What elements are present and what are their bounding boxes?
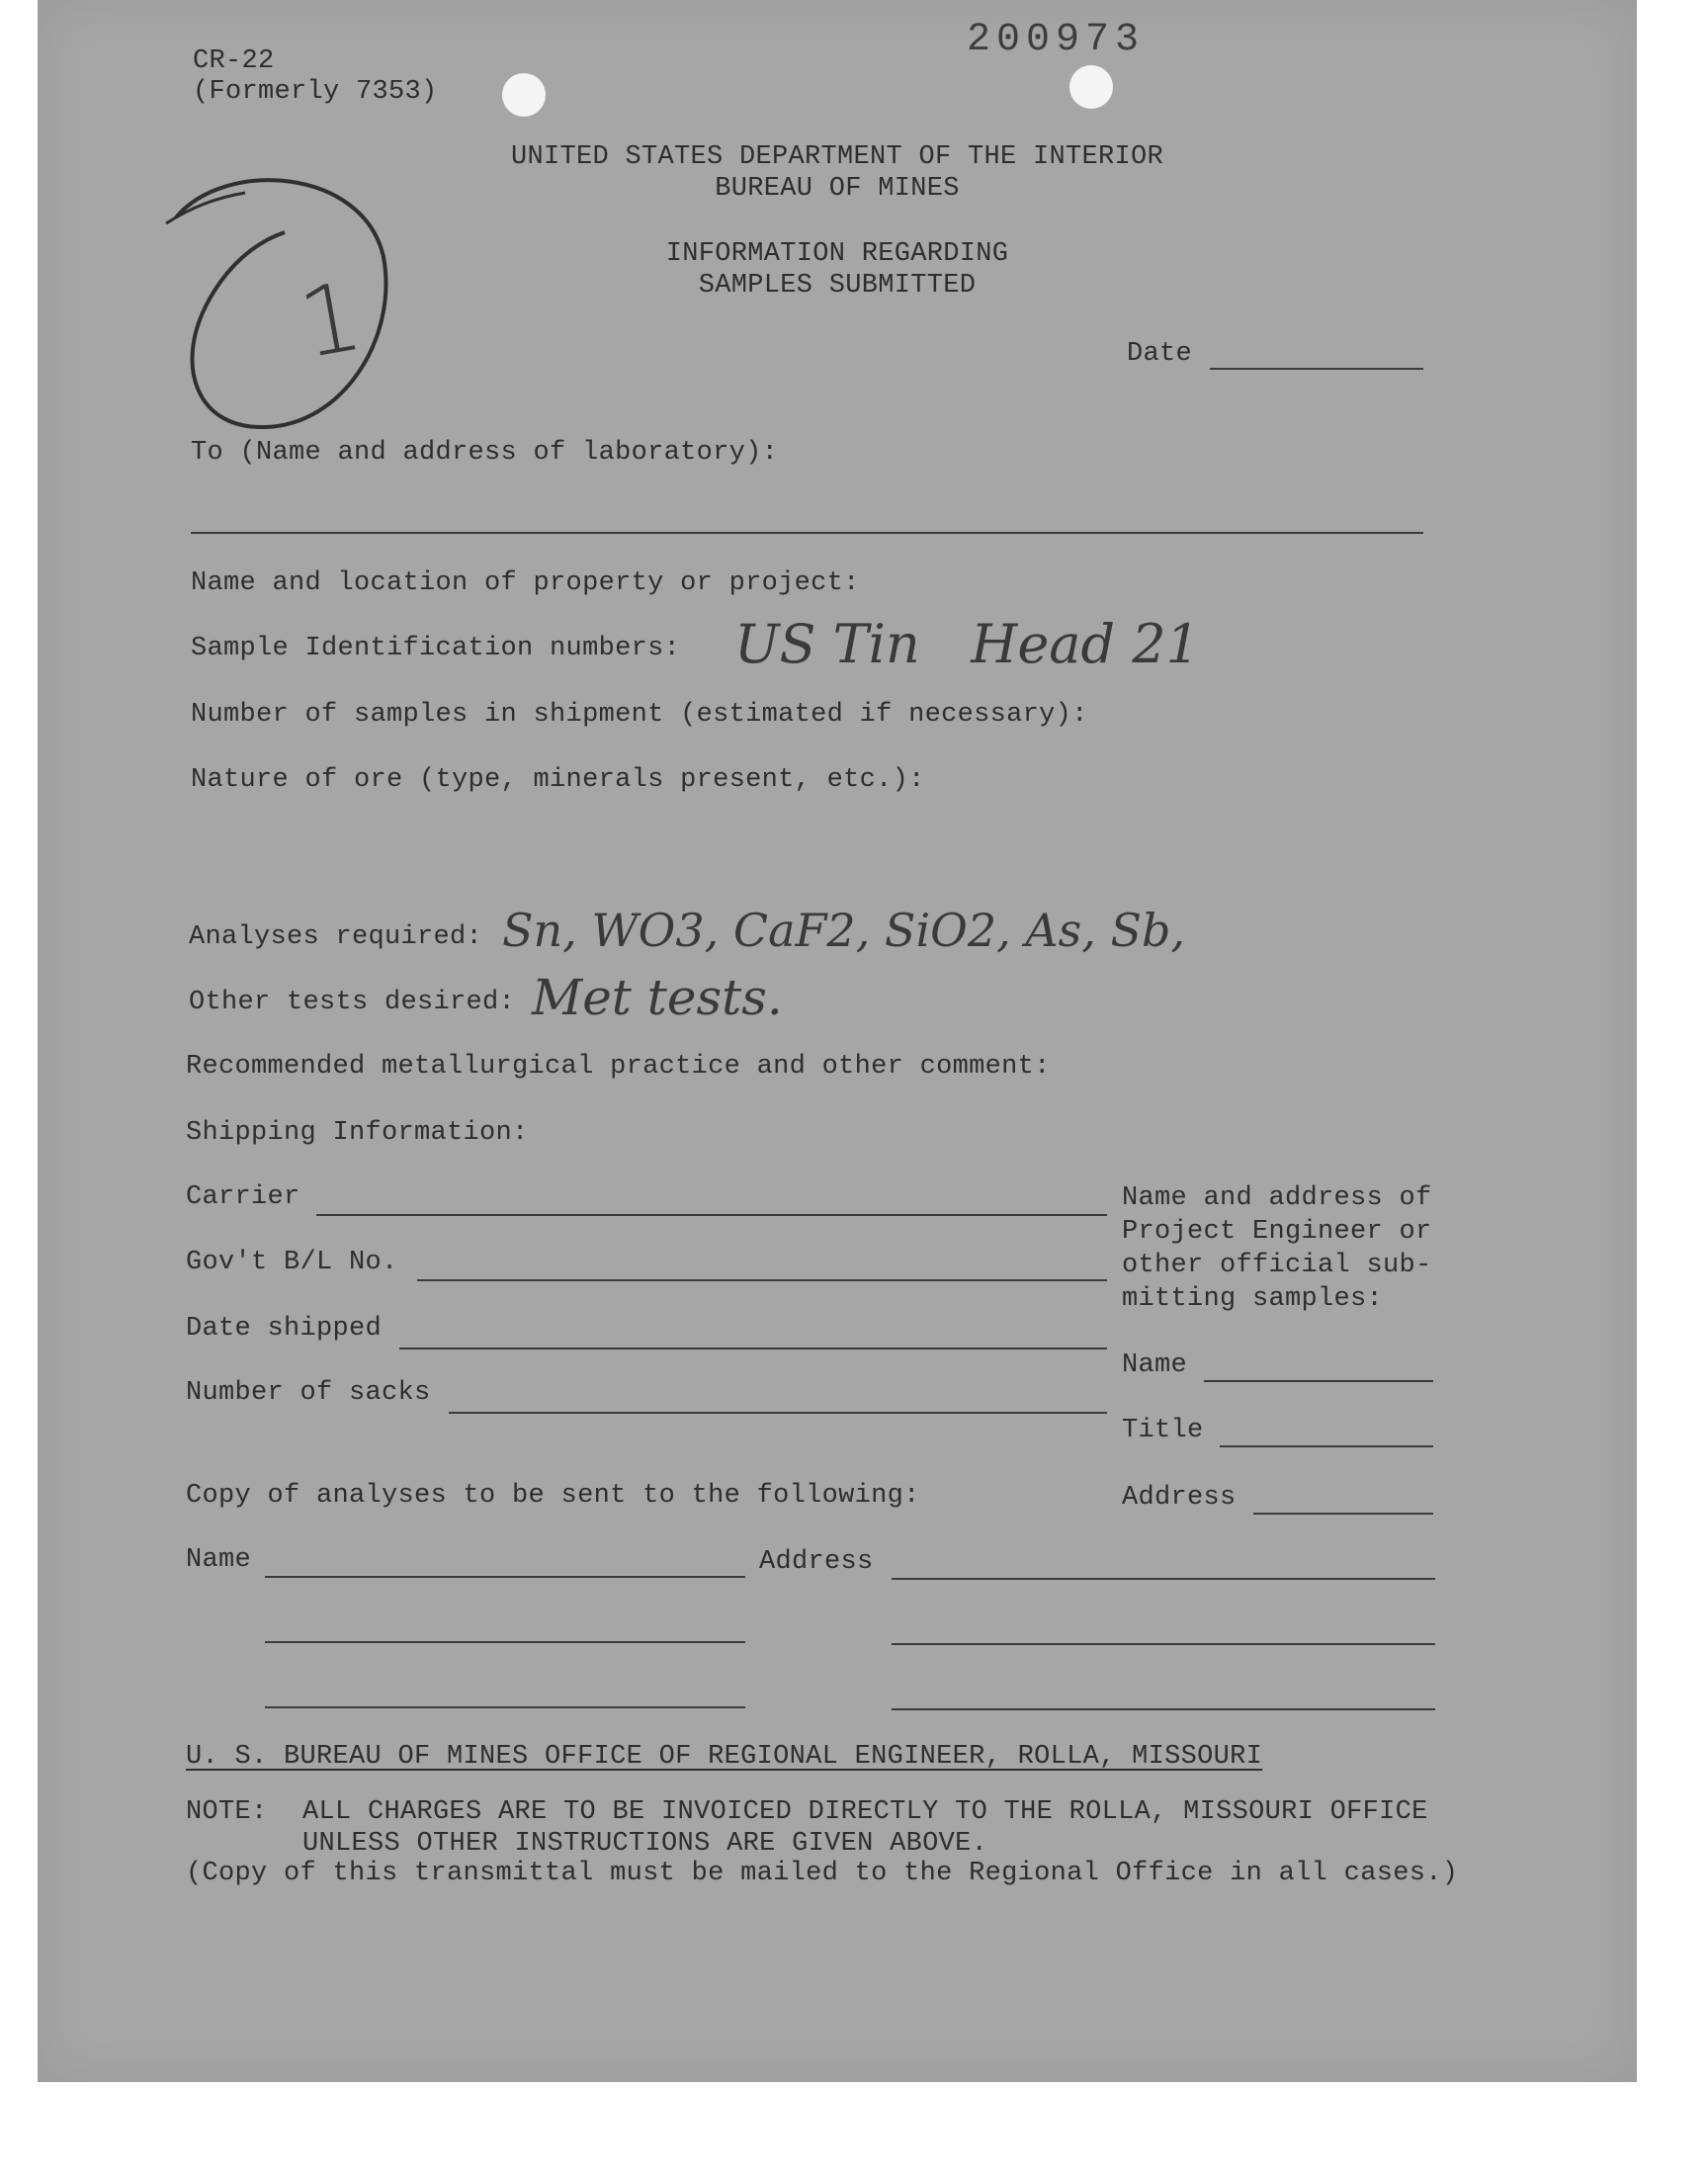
copy-note: (Copy of this transmittal must be mailed to the Regional Office in all cases.) — [186, 1859, 1459, 1888]
analyses-label: Analyses required: — [189, 922, 483, 952]
note-label: NOTE: — [186, 1797, 268, 1827]
formerly-number: (Formerly 7353) — [193, 77, 438, 107]
regional-office: U. S. BUREAU OF MINES OFFICE OF REGIONAL ENGINEER, ROLLA, MISSOURI — [186, 1742, 1263, 1772]
department-title: UNITED STATES DEPARTMENT OF THE INTERIOR — [510, 142, 1164, 172]
date-label: Date — [1127, 339, 1193, 369]
recommended-label: Recommended metallurgical practice and other comment: — [186, 1052, 1051, 1082]
form-title-line1: INFORMATION REGARDING — [665, 239, 1009, 269]
engineer-line2: Project Engineer or — [1122, 1217, 1432, 1247]
nature-label: Nature of ore (type, minerals present, etc.): — [191, 765, 925, 795]
copies-address-line-3 — [892, 1708, 1435, 1710]
sacks-line — [449, 1412, 1107, 1414]
bureau-title: BUREAU OF MINES — [715, 174, 960, 204]
copies-name-line-1 — [265, 1576, 745, 1578]
engineer-address-line — [1253, 1513, 1433, 1515]
date-shipped-label: Date shipped — [186, 1314, 383, 1344]
form-number: CR-22 — [193, 46, 275, 76]
date-shipped-line — [399, 1348, 1107, 1349]
copies-heading: Copy of analyses to be sent to the following: — [186, 1481, 920, 1511]
property-label: Name and location of property or project: — [191, 568, 860, 598]
punch-hole-right — [1069, 65, 1113, 109]
shipping-heading: Shipping Information: — [186, 1118, 529, 1148]
other-tests-value: Met tests. — [532, 969, 783, 1026]
other-tests-label: Other tests desired: — [189, 988, 516, 1017]
engineer-address-label: Address — [1122, 1483, 1237, 1513]
copies-address-line-2 — [892, 1643, 1435, 1645]
num-samples-label: Number of samples in shipment (estimated if necessary): — [191, 700, 1088, 730]
engineer-line3: other official sub- — [1122, 1251, 1432, 1280]
bl-number-label: Gov't B/L No. — [186, 1248, 398, 1277]
sample-id-value: US Tin Head 21 — [734, 613, 1200, 675]
copies-address-label: Address — [759, 1547, 874, 1577]
date-line — [1210, 368, 1423, 370]
copies-name-line-3 — [265, 1706, 745, 1708]
bl-number-line — [417, 1279, 1107, 1281]
sacks-label: Number of sacks — [186, 1378, 431, 1408]
form-title-line2: SAMPLES SUBMITTED — [698, 271, 977, 301]
copies-name-line-2 — [265, 1641, 745, 1643]
engineer-title-label: Title — [1122, 1416, 1204, 1445]
form-page — [38, 0, 1637, 2082]
copies-name-label: Name — [186, 1545, 252, 1575]
punch-hole-left — [502, 73, 546, 117]
to-line — [191, 532, 1423, 534]
engineer-line1: Name and address of — [1122, 1183, 1432, 1213]
copies-address-line-1 — [892, 1578, 1435, 1580]
engineer-name-line — [1204, 1380, 1433, 1382]
carrier-line — [316, 1214, 1107, 1216]
note-line1: ALL CHARGES ARE TO BE INVOICED DIRECTLY TO THE ROLLA, MISSOURI OFFICE — [302, 1797, 1428, 1827]
stamp-number: 200973 — [967, 18, 1146, 62]
engineer-title-line — [1220, 1445, 1433, 1447]
sample-id-label: Sample Identification numbers: — [191, 634, 681, 663]
engineer-name-label: Name — [1122, 1350, 1188, 1380]
note-line2: UNLESS OTHER INSTRUCTIONS ARE GIVEN ABOVE. — [302, 1829, 988, 1859]
to-label: To (Name and address of laboratory): — [191, 438, 779, 468]
carrier-label: Carrier — [186, 1182, 300, 1212]
analyses-value: Sn, WO3, CaF2, SiO2, As, Sb, — [502, 904, 1186, 957]
circled-mark-digit: 1 — [291, 260, 371, 381]
engineer-line4: mitting samples: — [1122, 1284, 1384, 1314]
